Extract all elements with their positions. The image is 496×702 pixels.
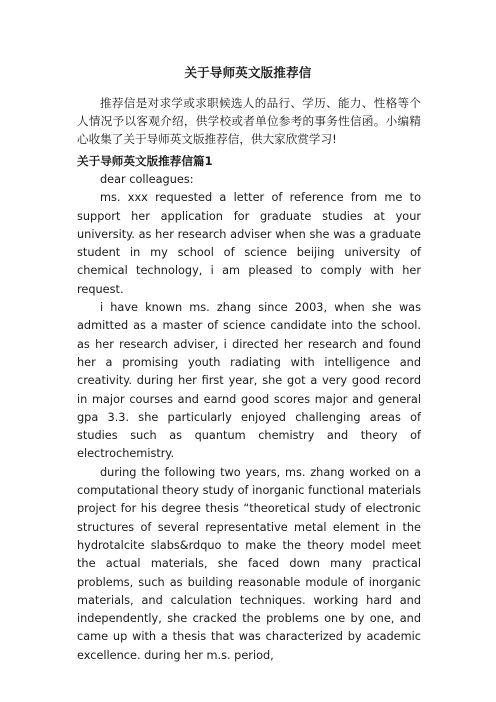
letter-body <box>77 171 421 665</box>
letter-paragraph-1: ms. xxx requested a letter of reference from me to support her application for graduate studies at your university. as her research adviser when she was a graduate student in my school of science beijing university of chemical technology, i am pleased to comply with her request. <box>77 191 421 296</box>
intro-paragraph: 推荐信是对求学或求职候选人的品行、学历、能力、性格等个人情况予以客观介绍，供学校或者单位参考的事务性信函。小编精心收集了关于导师英文版推荐信，供大家欣赏学习! <box>77 96 421 146</box>
section-heading: 关于导师英文版推荐信篇1 <box>77 154 213 168</box>
letter-paragraph-3: during the following two years, ms. zhang worked on a computational theory study of inorganic functional materials project for his degree thesis “theoretical study of electronic structures of several representative metal element in the hydrotalcite slabs&rdquo to make the theory model meet the actual materials, she faced down many practical problems, such as building reasonable module of inorganic materials, and calculation techniques. working hard and independently, she cracked the problems one by one, and came up with a thesis that was characterized by academic excellence. during her m.s. period, <box>77 465 421 662</box>
document-title: 关于导师英文版推荐信 <box>184 65 312 80</box>
letter-paragraph-2: i have known ms. zhang since 2003, when she was admitted as a master of science candidate into the school. as her research adviser, i directed her research and found her a promising youth radiating with intelligence and creativity. during her first year, she got a very good record in major courses and earnd good scores major and general gpa 3.3. she particularly enjoyed challenging areas of studies such as quantum chemistry and theory of electrochemistry. <box>77 301 421 461</box>
letter-salutation: dear colleagues: <box>100 173 194 186</box>
